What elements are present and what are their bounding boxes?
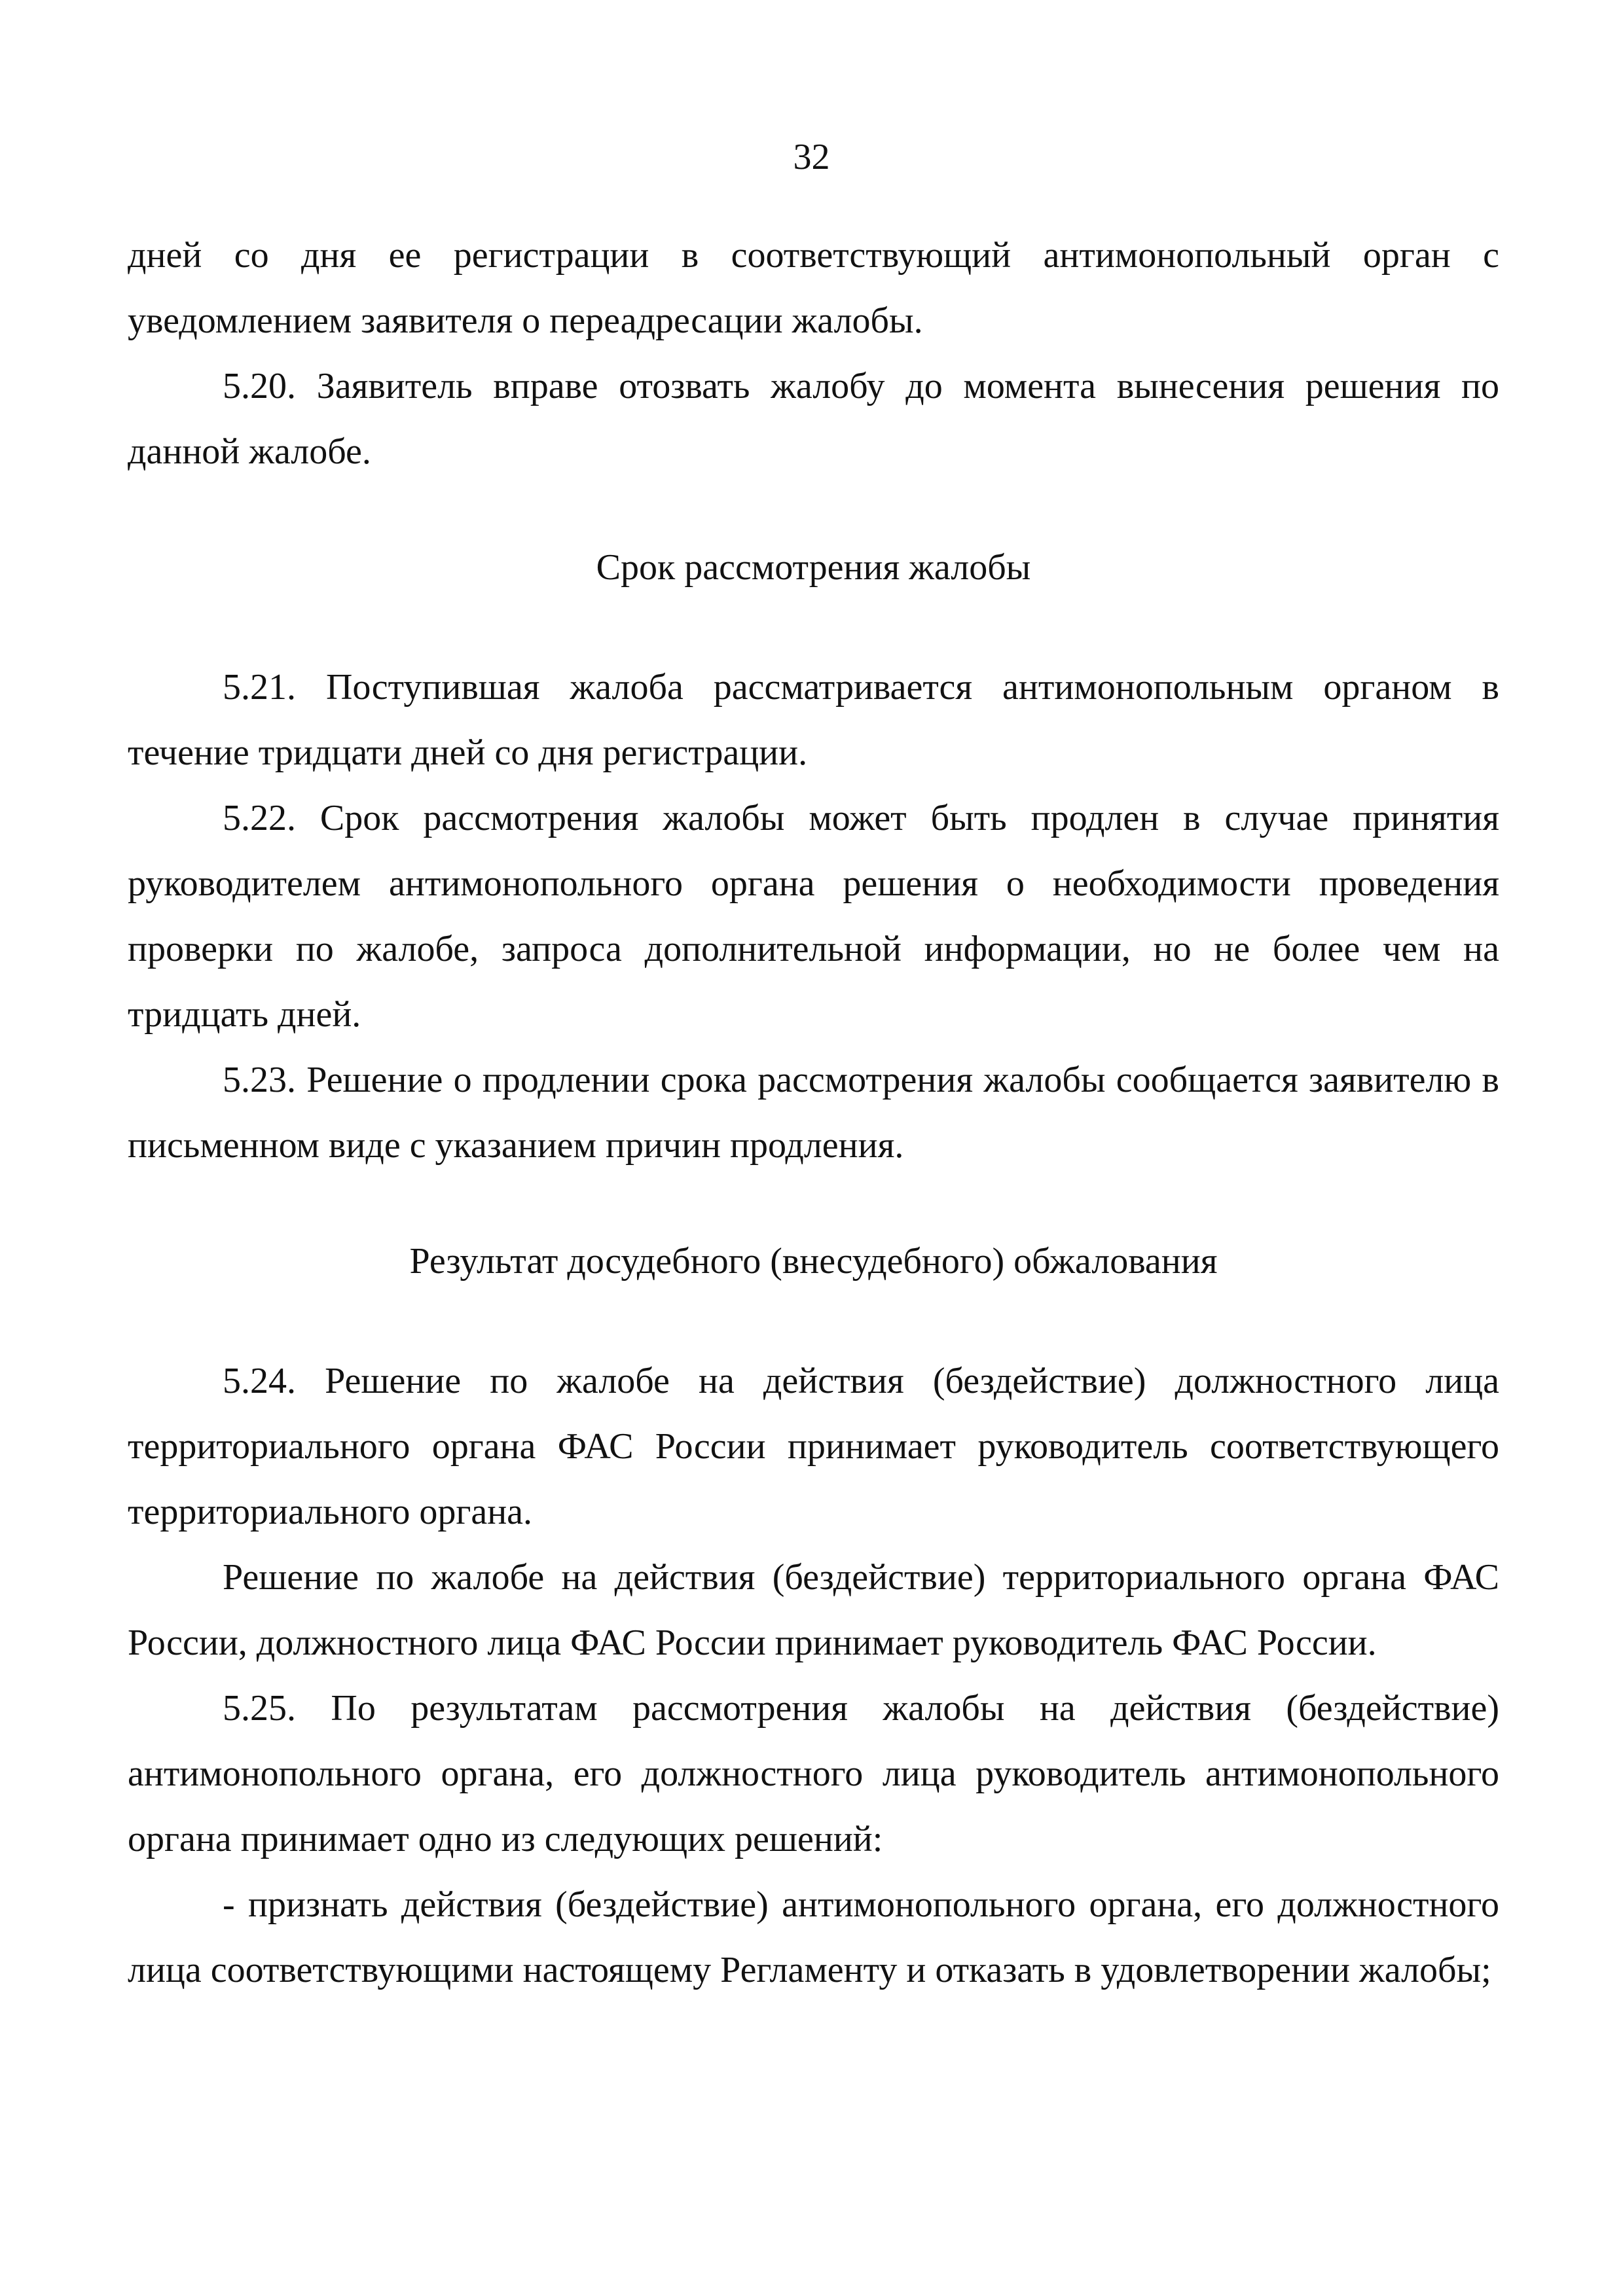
page-number: 32 — [793, 137, 830, 177]
paragraph-5-24-decision: Решение по жалобе на действия (бездействие) территориального органа ФАС России, должностного лица ФАС России принимает руководитель ФАС России. — [128, 1557, 1499, 1663]
paragraph-5-22: 5.22. Срок рассмотрения жалобы может быть продлен в случае принятия руководителем антимонопольного органа решения о необходимости проведения проверки по жалобе, запроса дополнительной информации, но не более чем на тридцать дней. — [128, 798, 1499, 1035]
paragraph-5-24: 5.24. Решение по жалобе на действия (бездействие) должностного лица территориального органа ФАС России принимает руководитель соответствующего территориального органа. — [128, 1361, 1499, 1532]
paragraph-5-25: 5.25. По результатам рассмотрения жалобы на действия (бездействие) антимонопольного органа, его должностного лица руководитель антимонопольного органа принимает одно из следующих решений: — [128, 1688, 1499, 1859]
paragraph-continuation: дней со дня ее регистрации в соответствующий антимонопольный орган с уведомлением заявителя о переадресации жалобы. — [128, 235, 1499, 341]
document-body — [128, 223, 1499, 2003]
paragraph-5-21: 5.21. Поступившая жалоба рассматривается антимонопольным органом в течение тридцати дней со дня регистрации. — [128, 667, 1499, 773]
list-item-dismiss: - признать действия (бездействие) антимонопольного органа, его должностного лица соответствующими настоящему Регламенту и отказать в удовлетворении жалобы; — [128, 1884, 1499, 1990]
section-heading-appeal-result: Результат досудебного (внесудебного) обжалования — [409, 1241, 1218, 1282]
paragraph-5-23: 5.23. Решение о продлении срока рассмотрения жалобы сообщается заявителю в письменном виде с указанием причин продления. — [128, 1060, 1499, 1166]
paragraph-5-20: 5.20. Заявитель вправе отозвать жалобу до момента вынесения решения по данной жалобе. — [128, 366, 1499, 472]
section-heading-review-period: Срок рассмотрения жалобы — [596, 547, 1031, 588]
